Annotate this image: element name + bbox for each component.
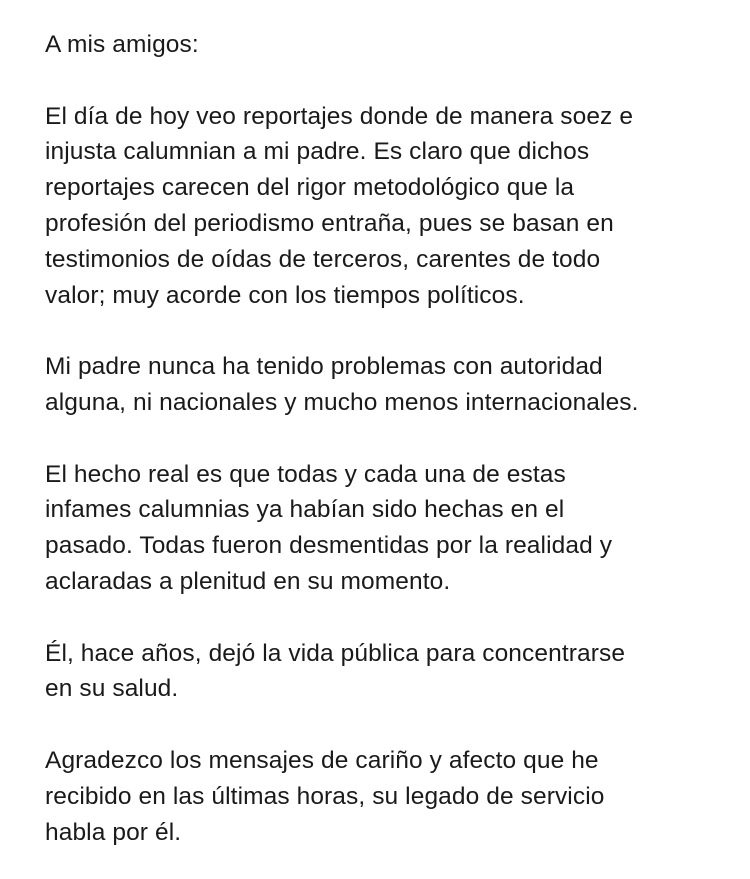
salutation: A mis amigos: (45, 31, 199, 58)
paragraph-3 (45, 457, 735, 600)
paragraph-5 (45, 743, 735, 850)
paragraph-line: aclaradas a plenitud en su momento. (45, 567, 451, 595)
paragraph-gap (45, 313, 735, 349)
paragraph-line: reportajes carecen del rigor metodológico que la (45, 174, 575, 202)
paragraph-line: El hecho real es que todas y cada una de estas (45, 460, 566, 488)
paragraph-line: habla por él. (45, 818, 182, 846)
paragraph-line: injusta calumnian a mi padre. Es claro que dichos (45, 138, 590, 166)
letter-body (45, 27, 735, 850)
paragraph-line: testimonios de oídas de terceros, carentes de todo (45, 245, 601, 273)
paragraph-line: infames calumnias ya habían sido hechas en el (45, 496, 565, 524)
paragraph-line: El día de hoy veo reportajes donde de manera soez e (45, 102, 634, 130)
paragraph-line: Mi padre nunca ha tenido problemas con autoridad (45, 353, 603, 381)
paragraph-line: alguna, ni nacionales y mucho menos internacionales. (45, 388, 639, 416)
paragraph-line: en su salud. (45, 675, 179, 703)
paragraph-gap (45, 63, 735, 99)
paragraph-line: profesión del periodismo entraña, pues se basan en (45, 209, 614, 237)
paragraph-2 (45, 349, 735, 421)
paragraph-line: Agradezco los mensajes de cariño y afecto que he (45, 746, 599, 774)
paragraph-gap (45, 707, 735, 743)
paragraph-line: Él, hace años, dejó la vida pública para concentrarse (45, 639, 626, 667)
paragraph-line: recibido en las últimas horas, su legado de servicio (45, 782, 605, 810)
paragraph-line: pasado. Todas fueron desmentidas por la realidad y (45, 532, 613, 560)
paragraph-4 (45, 636, 735, 708)
paragraph-1 (45, 99, 735, 314)
paragraph-gap (45, 600, 735, 636)
paragraph-gap (45, 421, 735, 457)
paragraph-line: valor; muy acorde con los tiempos políticos. (45, 281, 525, 309)
